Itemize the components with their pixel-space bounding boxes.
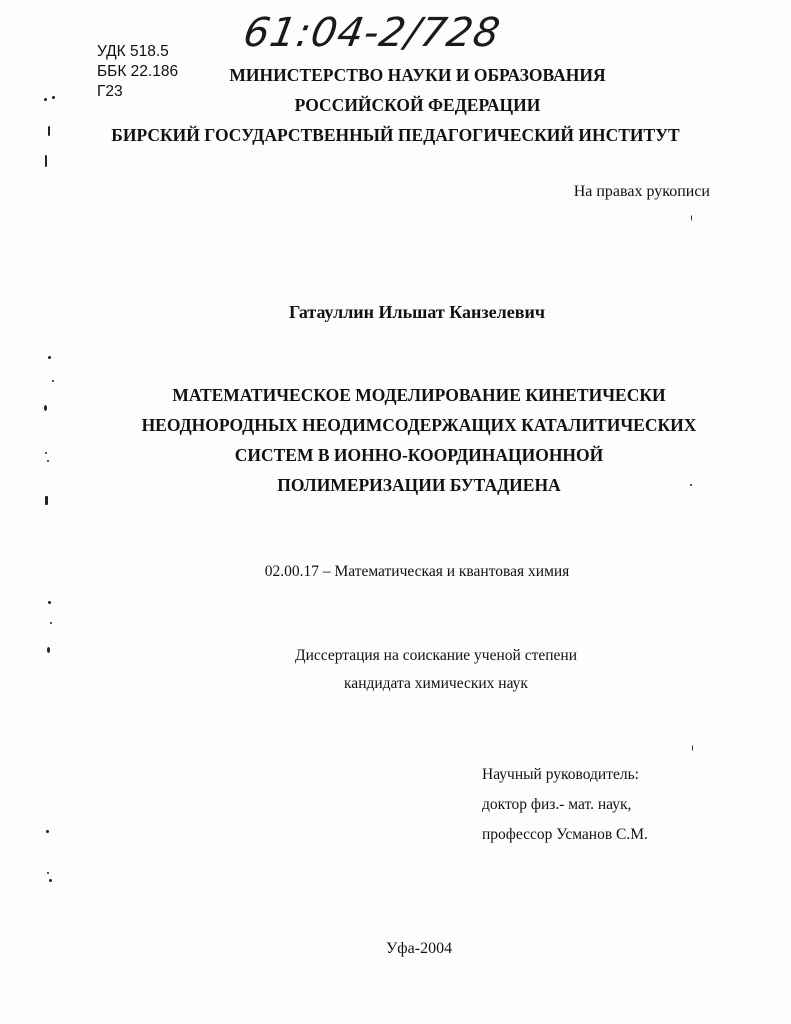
scan-speck — [48, 126, 50, 136]
degree-line-2: кандидата химических наук — [344, 675, 528, 692]
title-line-4: ПОЛИМЕРИЗАЦИИ БУТАДИЕНА — [277, 475, 561, 495]
scan-speck — [52, 380, 54, 382]
scan-speck — [49, 879, 52, 882]
author-mark: Г23 — [97, 83, 123, 100]
scan-speck — [52, 96, 55, 99]
bbk-code: ББК 22.186 — [97, 63, 179, 80]
scan-speck — [47, 460, 49, 462]
city-year: Уфа-2004 — [385, 940, 453, 957]
scan-speck — [47, 872, 49, 874]
handwritten-archive-number: 61:04-2/728 — [239, 10, 505, 56]
degree-line-1: Диссертация на соискание ученой степени — [295, 647, 577, 664]
title-line-1: МАТЕМАТИЧЕСКОЕ МОДЕЛИРОВАНИЕ КИНЕТИЧЕСКИ — [172, 385, 666, 405]
title-line-3: СИСТЕМ В ИОННО-КООРДИНАЦИОННОЙ — [234, 445, 604, 465]
scan-speck — [691, 215, 692, 221]
advisor-degree: доктор физ.- мат. наук, — [482, 796, 632, 813]
scan-speck — [50, 622, 52, 624]
manuscript-rights-note: На правах рукописи — [573, 183, 710, 200]
scan-speck — [44, 405, 47, 411]
scan-speck — [45, 155, 47, 167]
scan-speck — [47, 647, 50, 653]
degree-statement — [0, 642, 791, 698]
scan-speck — [44, 98, 47, 101]
scan-speck — [45, 452, 47, 454]
specialty-code: 02.00.17 – Математическая и квантовая химия — [264, 563, 570, 580]
scan-speck — [48, 601, 51, 604]
organization-line-ministry: МИНИСТЕРСТВО НАУКИ И ОБРАЗОВАНИЯ — [229, 65, 606, 85]
scan-speck — [690, 484, 692, 486]
scan-speck — [46, 830, 49, 833]
dissertation-title — [0, 380, 791, 500]
author-name: Гатауллин Ильшат Канзелевич — [289, 302, 545, 322]
organization-line-institute: БИРСКИЙ ГОСУДАРСТВЕННЫЙ ПЕДАГОГИЧЕСКИЙ ИНСТИТУТ — [111, 125, 680, 145]
organization-line-country: РОССИЙСКОЙ ФЕДЕРАЦИИ — [294, 95, 541, 115]
advisor-name: профессор Усманов С.М. — [482, 826, 648, 843]
udk-code: УДК 518.5 — [97, 43, 169, 60]
scientific-advisor — [482, 760, 648, 850]
organization-header — [0, 60, 791, 150]
scan-speck — [692, 745, 693, 751]
advisor-heading: Научный руководитель: — [482, 766, 639, 783]
title-line-2: НЕОДНОРОДНЫХ НЕОДИМСОДЕРЖАЩИХ КАТАЛИТИЧЕСКИХ — [141, 415, 697, 435]
scan-speck — [45, 496, 48, 505]
scan-speck — [48, 356, 51, 359]
